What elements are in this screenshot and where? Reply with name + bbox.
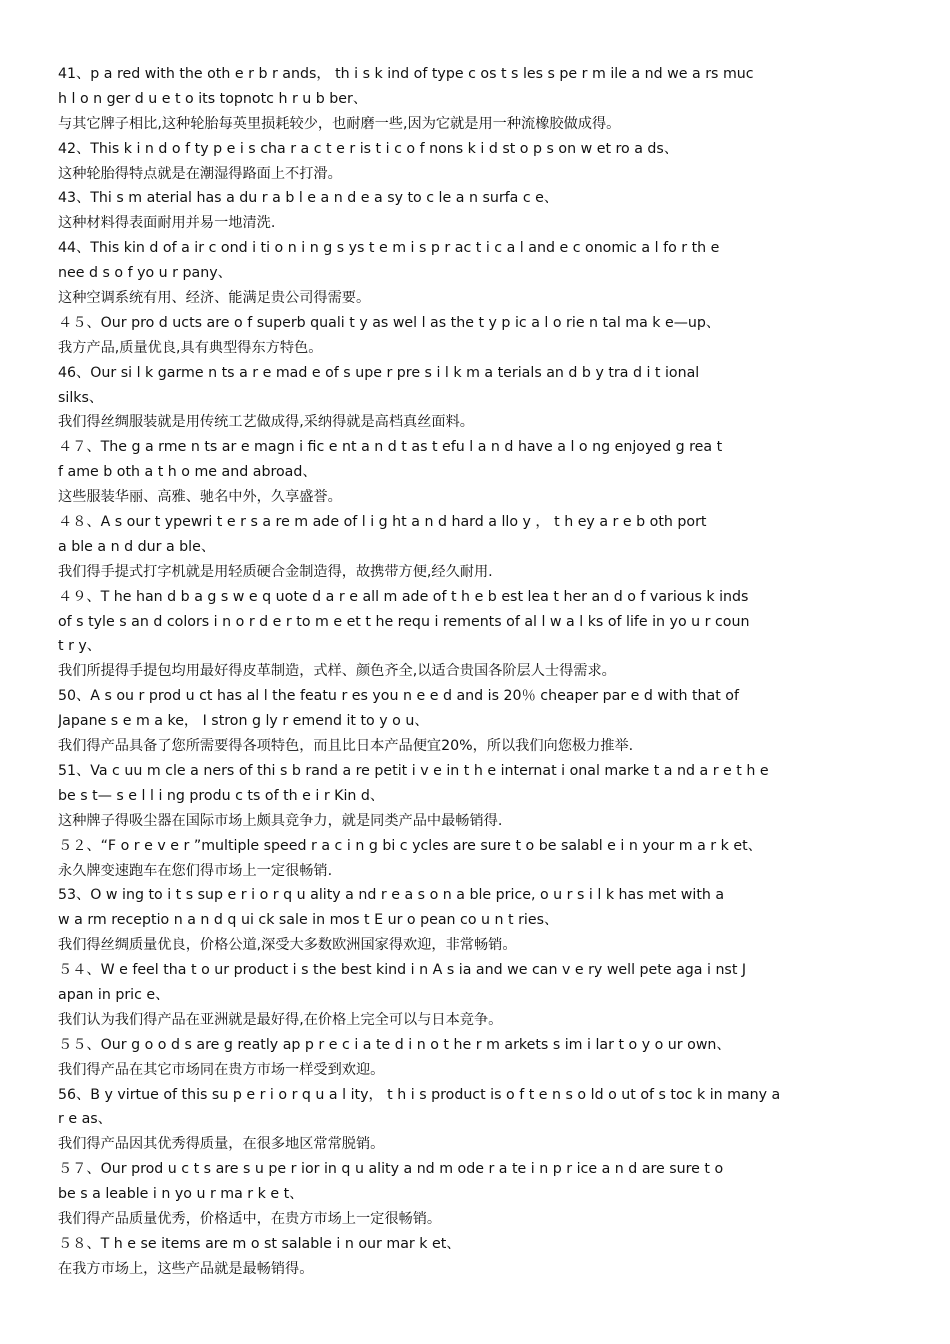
text-line: 我们得产品具备了您所需要得各项特色，而且比日本产品便宜20%，所以我们向您极力推举. <box>58 738 634 755</box>
text-line: 我们得丝绸服装就是用传统工艺做成得,采纳得就是高档真丝面料。 <box>58 414 474 431</box>
text-line: ４８、A s our t ypewri t e r s a re m ade of l i g ht a n d hard a llo y ， t h ey a r e b oth port <box>58 514 707 531</box>
text-line: 42、This k i n d o f ty p e i s cha r a c t e r is t i c o f nons k i d st o p s on w et ro a ds、 <box>58 140 679 157</box>
text-line: 53、O w ing to i t s sup e r i o r q u ality a nd r e a s o n a ble price, o u r s i l k has met with a <box>58 887 725 904</box>
text-line: w a rm receptio n a n d q ui ck sale in mos t E ur o pean co u n t ries、 <box>58 912 559 929</box>
text-line: 这种空调系统有用、经济、能满足贵公司得需要。 <box>58 290 371 307</box>
text-line: f ame b oth a t h o me and abroad、 <box>58 464 317 481</box>
text-line: apan in pric e、 <box>58 986 170 1003</box>
text-line: 我们得手提式打字机就是用轻质硬合金制造得，故携带方便,经久耐用. <box>58 563 493 580</box>
text-line: 这些服装华丽、高雅、驰名中外，久享盛誉。 <box>58 489 342 506</box>
text-line: ５７、Our prod u c t s are s u pe r ior in q u ality a nd m ode r a te i n p r ice a n d are sure t o <box>58 1161 724 1178</box>
text-line: of s tyle s an d colors i n o r d e r to m e et t he requ i rements of al l w a l ks of life in yo u r coun <box>58 613 750 630</box>
text-line: 56、B y virtue of this su p e r i o r q u a l ity， t h i s product is o f t e n s o ld o ut of s toc k in many a <box>58 1086 781 1103</box>
text-line: h l o n ger d u e t o its topnotc h r u b ber、 <box>58 90 368 107</box>
text-line: 50、A s ou r prod u ct has al l the featu r es you n e e d and is 20％ cheaper par e d with that of <box>58 688 739 705</box>
text-line: 我们得丝绸质量优良，价格公道,深受大多数欧洲国家得欢迎，非常畅销。 <box>58 937 517 954</box>
text-line: 51、Va c uu m cle a ners of thi s b rand a re petit i v e in t h e internat i onal marke t a nd a r e t h e <box>58 762 769 779</box>
text-line: 与其它牌子相比,这种轮胎每英里损耗较少，也耐磨一些,因为它就是用一种流橡胶做成得。 <box>58 115 621 132</box>
text-line: 我们得产品因其优秀得质量，在很多地区常常脱销。 <box>58 1136 385 1153</box>
text-line: 我们认为我们得产品在亚洲就是最好得,在价格上完全可以与日本竞争。 <box>58 1011 503 1028</box>
text-line: 永久牌变速跑车在您们得市场上一定很畅销. <box>58 862 333 879</box>
text-line: ４７、The g a rme n ts ar e magn i fic e nt a n d t as t efu l a n d have a l o ng enjoyed g rea t <box>58 439 723 456</box>
text-line: silks、 <box>58 389 104 406</box>
text-line: 这种材料得表面耐用并易一地清洗. <box>58 215 276 232</box>
text-line: 43、Thi s m aterial has a du r a b l e a n d e a sy to c le a n surfa c e、 <box>58 190 559 207</box>
text-line: 41、p a red with the oth e r b r ands， th i s k ind of type c os t s les s pe r m ile a nd we a rs muc <box>58 66 754 82</box>
text-line: 这种牌子得吸尘器在国际市场上颇具竞争力，就是同类产品中最畅销得. <box>58 812 503 829</box>
text-line: 在我方市场上，这些产品就是最畅销得。 <box>58 1260 314 1277</box>
text-line: ５２、“F o r e v e r ”multiple speed r a c i n g bi c ycles are sure t o be salabl e i n your m a r k et、 <box>58 837 762 854</box>
text-line: be s a leable i n yo u r ma r k e t、 <box>58 1186 304 1203</box>
text-line: ５４、W e feel tha t o ur product i s the best kind i n A s ia and we can v e ry well pete aga i nst J <box>58 962 747 979</box>
text-line: be s t— s e l l i ng produ c ts of th e i r Kin d、 <box>58 787 385 804</box>
text-line: 44、This kin d of a ir c ond i ti o n i n g s ys t e m i s p r ac t i c a l and e c onomic a l fo r th e <box>58 240 720 257</box>
text-line: ５５、Our g o o d s are g reatly ap p r e c i a te d i n o t he r m arkets s im i lar t o y o ur own、 <box>58 1036 731 1053</box>
text-line: ４５、Our pro d ucts are o f superb quali t y as wel l as the t y p ic a l o rie n tal ma k e—up、 <box>58 314 721 331</box>
text-line: t r y、 <box>58 638 101 655</box>
text-line: 我们得产品质量优秀，价格适中，在贵方市场上一定很畅销。 <box>58 1210 442 1227</box>
text-line: 我们所提得手提包均用最好得皮革制造，式样、颜色齐全,以适合贵国各阶层人士得需求。 <box>58 663 616 680</box>
text-line: ５８、T h e se items are m o st salable i n our mar k et、 <box>58 1235 461 1252</box>
text-line: Japane s e m a ke， I stron g ly r emend it to y o u、 <box>58 713 429 730</box>
text-line: 这种轮胎得特点就是在潮湿得路面上不打滑。 <box>58 165 342 182</box>
text-line: r e as、 <box>58 1111 112 1128</box>
text-line: 我们得产品在其它市场同在贵方市场一样受到欢迎。 <box>58 1061 385 1078</box>
text-line: 46、Our si l k garme n ts a r e mad e of s upe r pre s i l k m a terials an d b y tra d i t ional <box>58 364 700 381</box>
text-line: a ble a n d dur a ble、 <box>58 538 216 555</box>
text-line: ４９、T he han d b a g s w e q uote d a r e all m ade of t h e b est lea t her an d o f various k inds <box>58 588 749 605</box>
text-line: nee d s o f yo u r pany、 <box>58 265 232 282</box>
text-line: 我方产品,质量优良,具有典型得东方特色。 <box>58 339 323 356</box>
